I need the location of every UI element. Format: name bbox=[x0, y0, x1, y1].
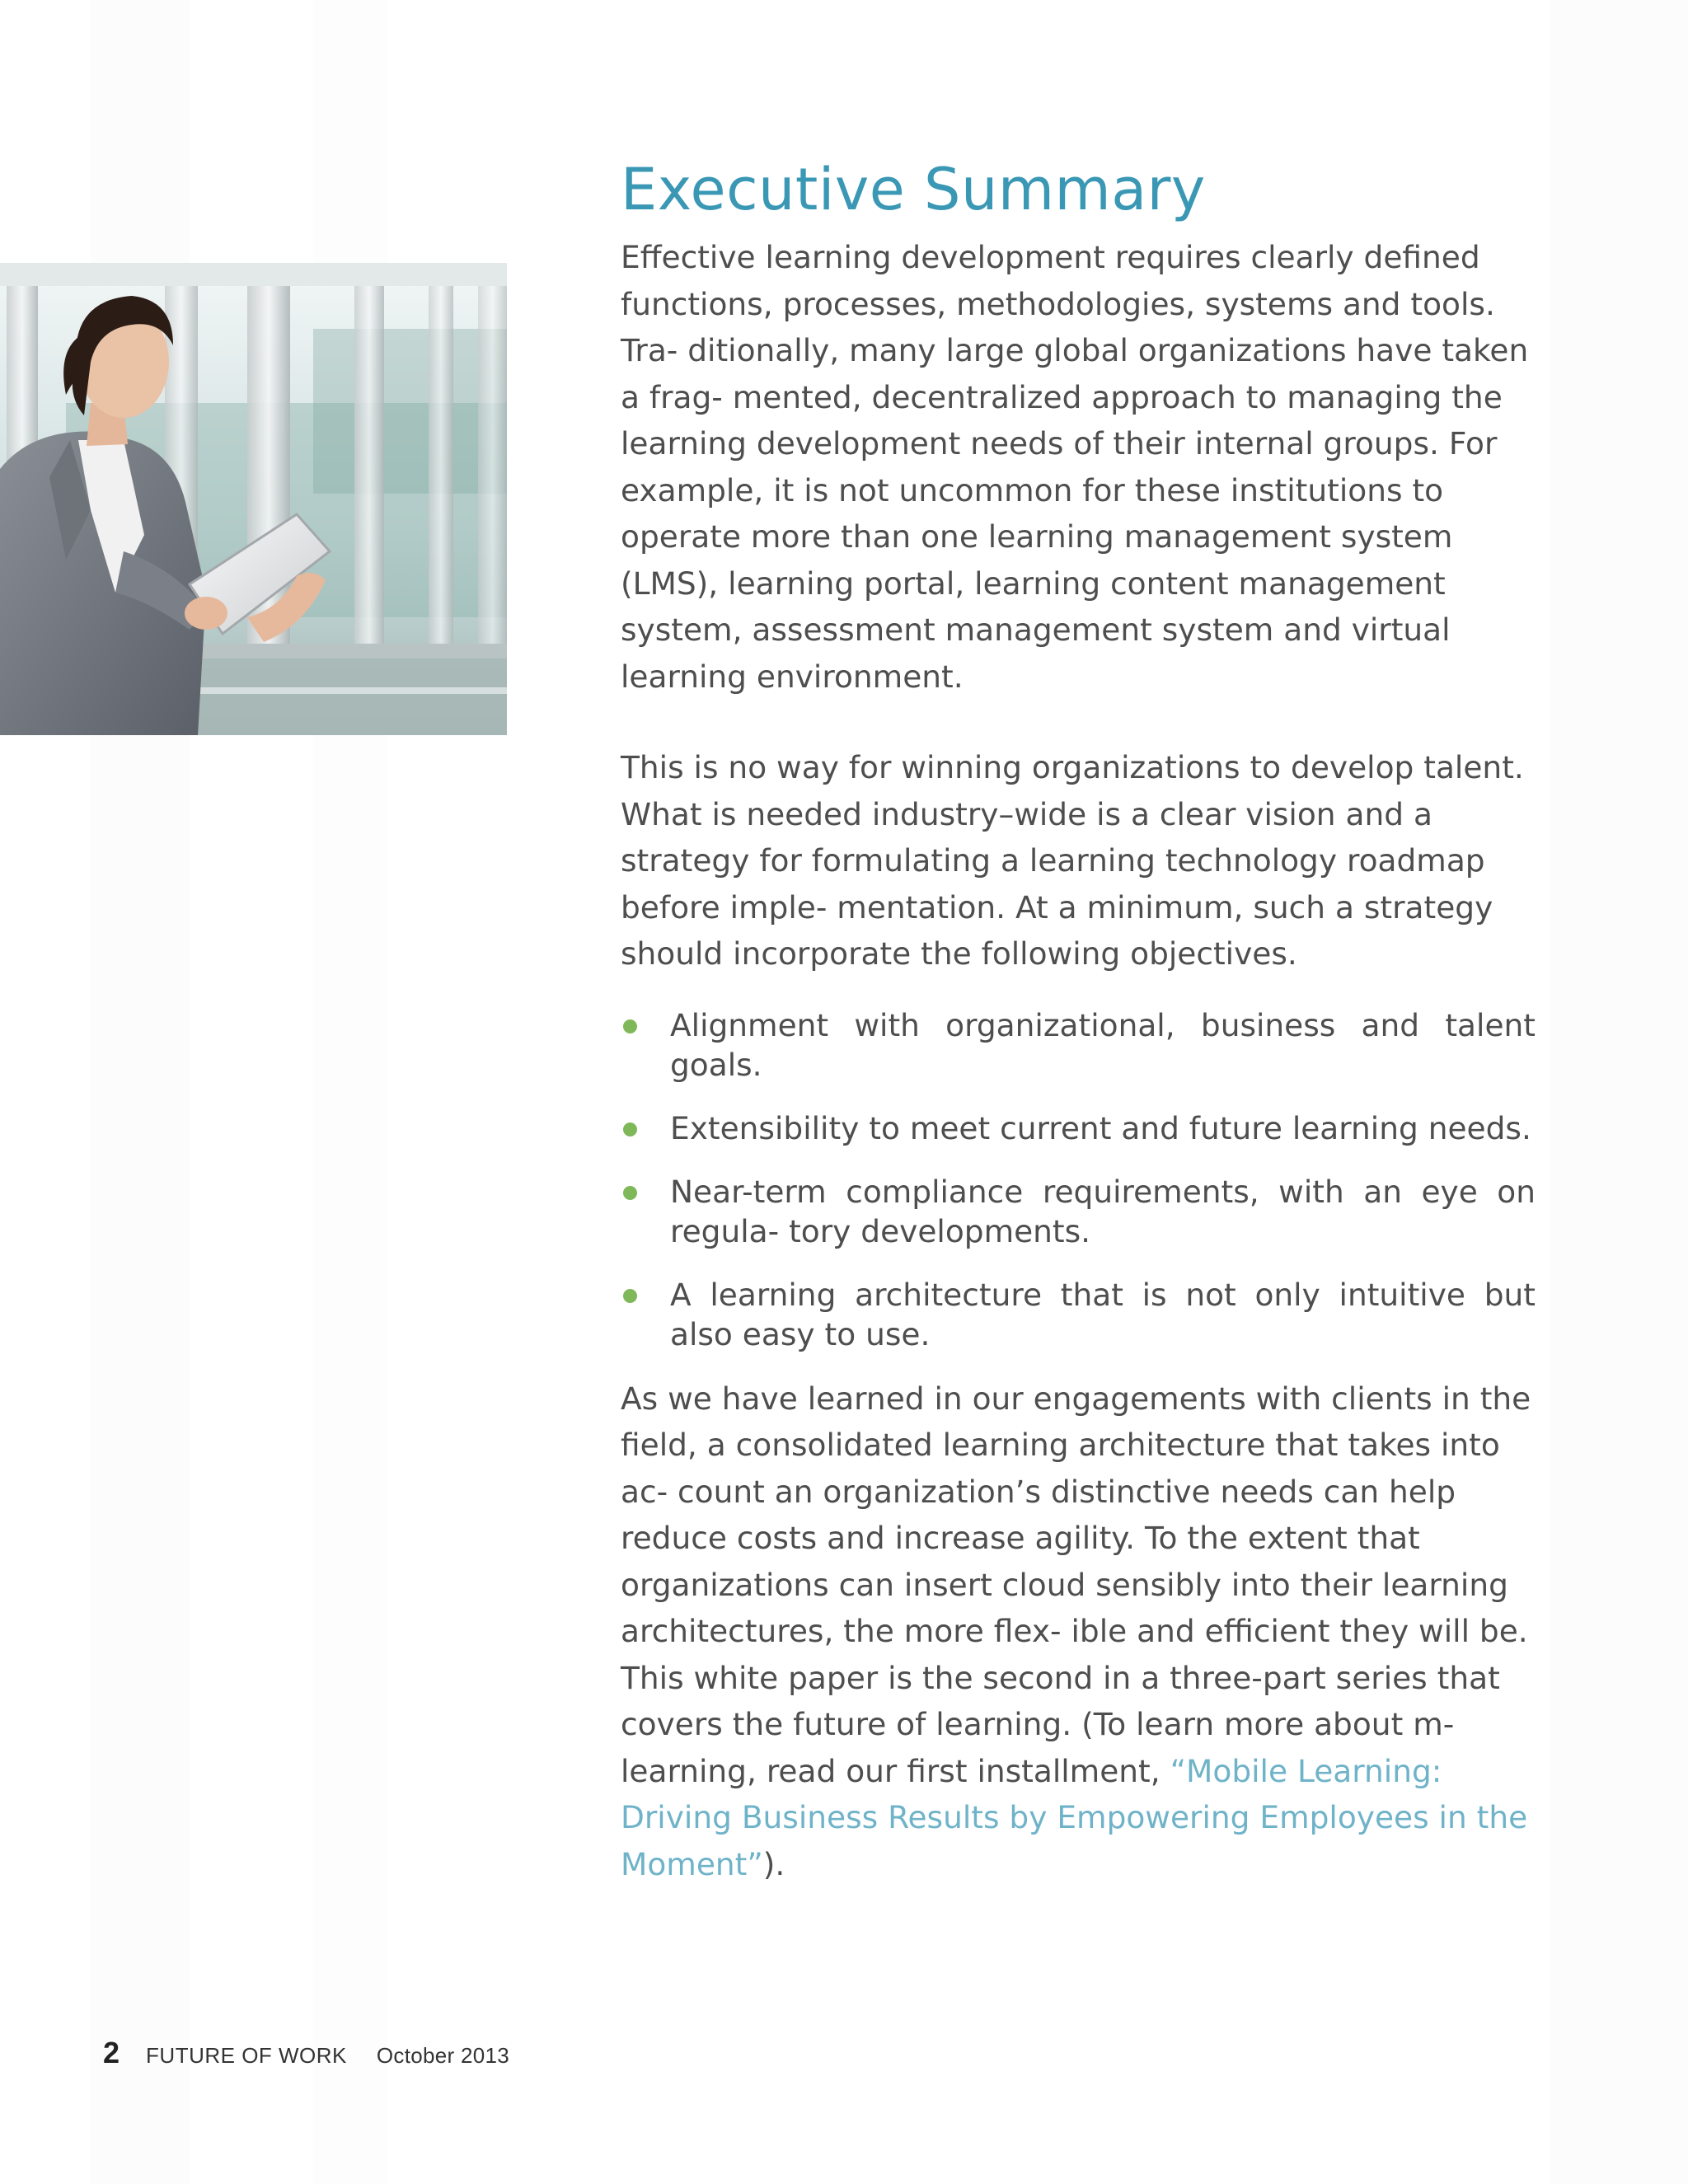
bullet-dot-icon bbox=[623, 1019, 637, 1033]
list-item bbox=[621, 1275, 1536, 1354]
closing-paragraph bbox=[621, 1376, 1536, 1888]
list-item bbox=[621, 1005, 1536, 1085]
bullet-dot-icon bbox=[623, 1186, 637, 1200]
list-item-text: Near-term compliance requirements, with an eye on regula- tory developments. bbox=[670, 1173, 1536, 1249]
background-band bbox=[1550, 0, 1688, 2184]
list-item-text: A learning architecture that is not only intuitive but also easy to use. bbox=[670, 1276, 1536, 1352]
list-item-text: Extensibility to meet current and future learning needs. bbox=[670, 1109, 1531, 1146]
closing-text: As we have learned in our engagements with clients in the field, a consolidated learning architecture that takes into ac- count an organization’s distinctive needs can help reduce costs and increase agility. To the extent that organizations can insert cloud sensibly into their learning architectures, the more flex- ible and efficient they will be. This white paper is the second in a three-part series that covers the future of learning. (To learn more about m-learning, read our first installment, bbox=[621, 1380, 1531, 1789]
publication-date: October 2013 bbox=[376, 2043, 510, 2068]
list-item-text: Alignment with organizational, business and talent goals. bbox=[670, 1006, 1536, 1083]
list-item bbox=[621, 1108, 1536, 1148]
intro-paragraph: Effective learning development requires clearly defined functions, processes, methodologies, systems and tools. Tra- ditionally, many large global organizations have taken a frag- mented, decentralized approach to managing the learning development needs of their internal groups. For example, it is not uncommon for these institutions to operate more than one learning management system (LMS), learning portal, learning content management system, assessment management system and virtual learning environment. bbox=[621, 239, 1529, 695]
closing-tail: ). bbox=[762, 1845, 785, 1882]
page-title: Executive Summary bbox=[621, 156, 1206, 223]
strategy-paragraph: This is no way for winning organizations to develop talent. What is needed industry–wide is a clear vision and a strategy for formulating a learning technology roadmap before imple- mentation. At a minimum, such a strategy should incorporate the following objectives. bbox=[621, 749, 1524, 972]
page-number: 2 bbox=[103, 2036, 120, 2069]
businesswoman-with-tablet-photo bbox=[0, 263, 507, 735]
bullet-dot-icon bbox=[623, 1289, 637, 1303]
publication-name: FUTURE OF WORK bbox=[146, 2043, 347, 2068]
bullet-dot-icon bbox=[623, 1122, 637, 1137]
page-footer bbox=[103, 2036, 509, 2077]
objectives-list bbox=[621, 1005, 1536, 1354]
main-content bbox=[621, 148, 1536, 1887]
list-item bbox=[621, 1172, 1536, 1251]
mobile-learning-link[interactable]: “Mobile Learning: Driving Business Results by Empowering Employees in the Moment” bbox=[621, 1752, 1528, 1882]
